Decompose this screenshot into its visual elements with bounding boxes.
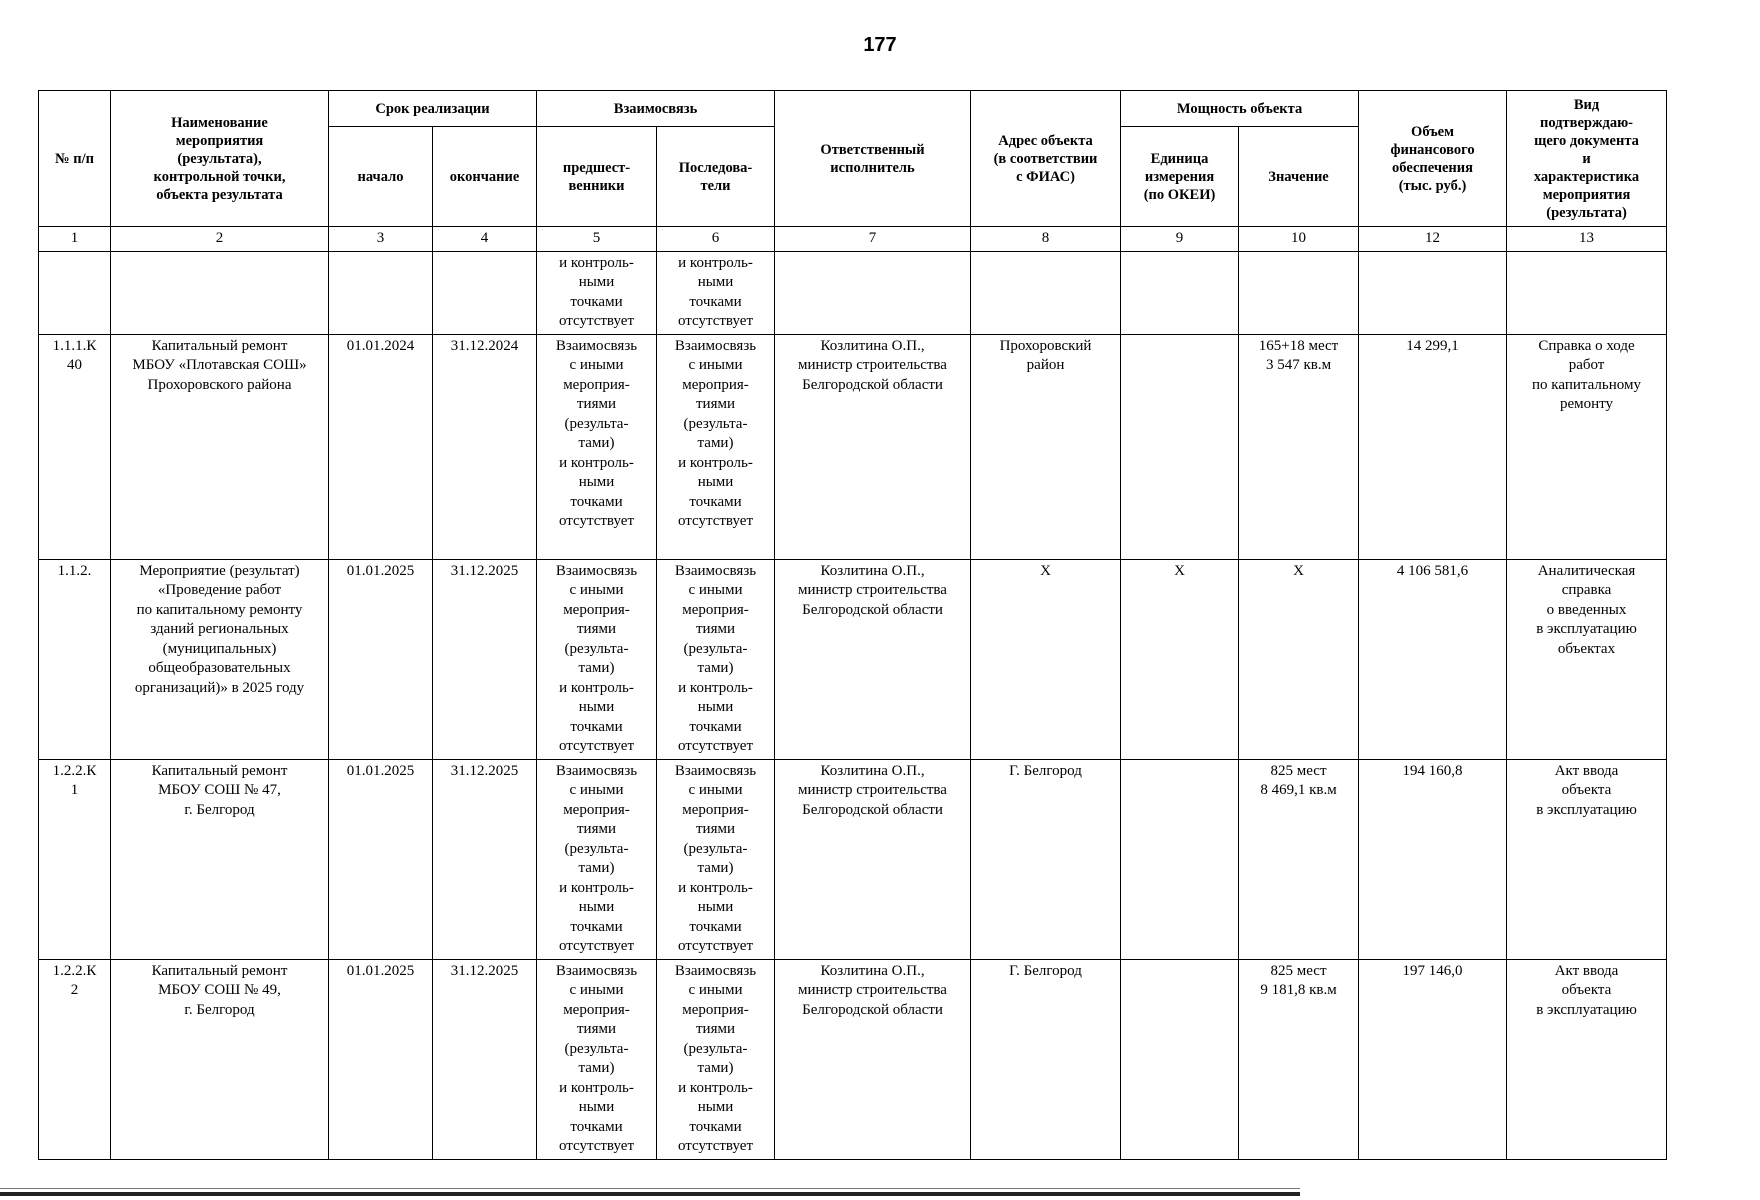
cell-pred: Взаимосвязь с иными мероприя- тиями (результа- тами) и контроль- ными точками отсутствует [537, 759, 657, 959]
cell-empty [1239, 251, 1359, 334]
cell-succ: Взаимосвязь с иными мероприя- тиями (результа- тами) и контроль- ными точками отсутствует [657, 759, 775, 959]
cell-end: 31.12.2025 [433, 759, 537, 959]
cell-address: Г. Белгород [971, 759, 1121, 959]
cell-name: Капитальный ремонт МБОУ СОШ № 49, г. Белгород [111, 959, 329, 1159]
header-volume: Объем финансового обеспечения (тыс. руб.) [1359, 91, 1507, 227]
cell-responsible: Козлитина О.П., министр строительства Белгородской области [775, 759, 971, 959]
cell-volume: 197 146,0 [1359, 959, 1507, 1159]
cell-start: 01.01.2025 [329, 959, 433, 1159]
cell-empty [433, 251, 537, 334]
header-pred: предшест- венники [537, 127, 657, 227]
header-num: № п/п [39, 91, 111, 227]
cell-end: 31.12.2025 [433, 959, 537, 1159]
cell-start: 01.01.2025 [329, 559, 433, 759]
table-row [39, 959, 1667, 1159]
cell-volume: 4 106 581,6 [1359, 559, 1507, 759]
header-relation: Взаимосвязь [537, 91, 775, 127]
cell-responsible: Козлитина О.П., министр строительства Белгородской области [775, 334, 971, 559]
cell-value: 825 мест 8 469,1 кв.м [1239, 759, 1359, 959]
cell-name: Мероприятие (результат) «Проведение работ по капитальному ремонту зданий региональных (муниципальных) общеобразовательных организаций)» в 2025 году [111, 559, 329, 759]
column-number: 10 [1239, 227, 1359, 252]
cell-doc-type: Аналитическая справка о введенных в эксплуатацию объектах [1507, 559, 1667, 759]
cell-empty [1121, 251, 1239, 334]
cell-succ: Взаимосвязь с иными мероприя- тиями (результа- тами) и контроль- ными точками отсутствует [657, 559, 775, 759]
cell-doc-type: Справка о ходе работ по капитальному ремонту [1507, 334, 1667, 559]
plan-table [38, 90, 1667, 1160]
header-doc-type: Вид подтверждаю- щего документа и характеристика мероприятия (результата) [1507, 91, 1667, 227]
column-number: 6 [657, 227, 775, 252]
cell-pred: и контроль- ными точками отсутствует [537, 251, 657, 334]
cell-empty [971, 251, 1121, 334]
table-row [39, 334, 1667, 559]
cell-empty [775, 251, 971, 334]
header-end: окончание [433, 127, 537, 227]
cell-volume: 194 160,8 [1359, 759, 1507, 959]
table-row [39, 559, 1667, 759]
header-responsible: Ответственный исполнитель [775, 91, 971, 227]
cell-value: 825 мест 9 181,8 кв.м [1239, 959, 1359, 1159]
cell-value: 165+18 мест 3 547 кв.м [1239, 334, 1359, 559]
column-number: 13 [1507, 227, 1667, 252]
cell-responsible: Козлитина О.П., министр строительства Белгородской области [775, 959, 971, 1159]
cell-end: 31.12.2025 [433, 559, 537, 759]
column-number: 7 [775, 227, 971, 252]
cell-num: 1.2.2.К 1 [39, 759, 111, 959]
cell-value: X [1239, 559, 1359, 759]
header-start: начало [329, 127, 433, 227]
scan-edge-bar [0, 1192, 1300, 1196]
scan-edge-line [0, 1188, 1300, 1189]
column-number: 5 [537, 227, 657, 252]
cell-empty [1359, 251, 1507, 334]
column-number: 2 [111, 227, 329, 252]
cell-start: 01.01.2024 [329, 334, 433, 559]
cell-doc-type: Акт ввода объекта в эксплуатацию [1507, 959, 1667, 1159]
cell-volume: 14 299,1 [1359, 334, 1507, 559]
column-number: 12 [1359, 227, 1507, 252]
cell-pred: Взаимосвязь с иными мероприя- тиями (результа- тами) и контроль- ными точками отсутствует [537, 559, 657, 759]
header-unit: Единица измерения (по ОКЕИ) [1121, 127, 1239, 227]
column-number: 9 [1121, 227, 1239, 252]
cell-num: 1.1.1.К 40 [39, 334, 111, 559]
cell-doc-type: Акт ввода объекта в эксплуатацию [1507, 759, 1667, 959]
cell-address: Прохоровский район [971, 334, 1121, 559]
header-name: Наименование мероприятия (результата), контрольной точки, объекта результата [111, 91, 329, 227]
header-address: Адрес объекта (в соответствии с ФИАС) [971, 91, 1121, 227]
column-number: 4 [433, 227, 537, 252]
cell-succ: Взаимосвязь с иными мероприя- тиями (результа- тами) и контроль- ными точками отсутствует [657, 959, 775, 1159]
cell-empty [111, 251, 329, 334]
cell-address: Г. Белгород [971, 959, 1121, 1159]
header-capacity: Мощность объекта [1121, 91, 1359, 127]
table-row [39, 759, 1667, 959]
cell-succ: Взаимосвязь с иными мероприя- тиями (результа- тами) и контроль- ными точками отсутствует [657, 334, 775, 559]
page-number: 177 [863, 34, 897, 56]
cell-pred: Взаимосвязь с иными мероприя- тиями (результа- тами) и контроль- ными точками отсутствует [537, 334, 657, 559]
cell-empty [329, 251, 433, 334]
cell-num: 1.1.2. [39, 559, 111, 759]
cell-succ: и контроль- ными точками отсутствует [657, 251, 775, 334]
cell-name: Капитальный ремонт МБОУ «Плотавская СОШ» Прохоровского района [111, 334, 329, 559]
cell-empty [1507, 251, 1667, 334]
column-number: 1 [39, 227, 111, 252]
cell-unit [1121, 334, 1239, 559]
cell-unit [1121, 759, 1239, 959]
cell-empty [39, 251, 111, 334]
column-number: 3 [329, 227, 433, 252]
cell-name: Капитальный ремонт МБОУ СОШ № 47, г. Белгород [111, 759, 329, 959]
cell-responsible: Козлитина О.П., министр строительства Белгородской области [775, 559, 971, 759]
header-succ: Последова- тели [657, 127, 775, 227]
cell-start: 01.01.2025 [329, 759, 433, 959]
cell-num: 1.2.2.К 2 [39, 959, 111, 1159]
cell-unit [1121, 959, 1239, 1159]
header-term: Срок реализации [329, 91, 537, 127]
header-value: Значение [1239, 127, 1359, 227]
cell-end: 31.12.2024 [433, 334, 537, 559]
column-number: 8 [971, 227, 1121, 252]
cell-pred: Взаимосвязь с иными мероприя- тиями (результа- тами) и контроль- ными точками отсутствует [537, 959, 657, 1159]
cell-address: X [971, 559, 1121, 759]
table-row-continuation [39, 251, 1667, 334]
cell-unit: X [1121, 559, 1239, 759]
